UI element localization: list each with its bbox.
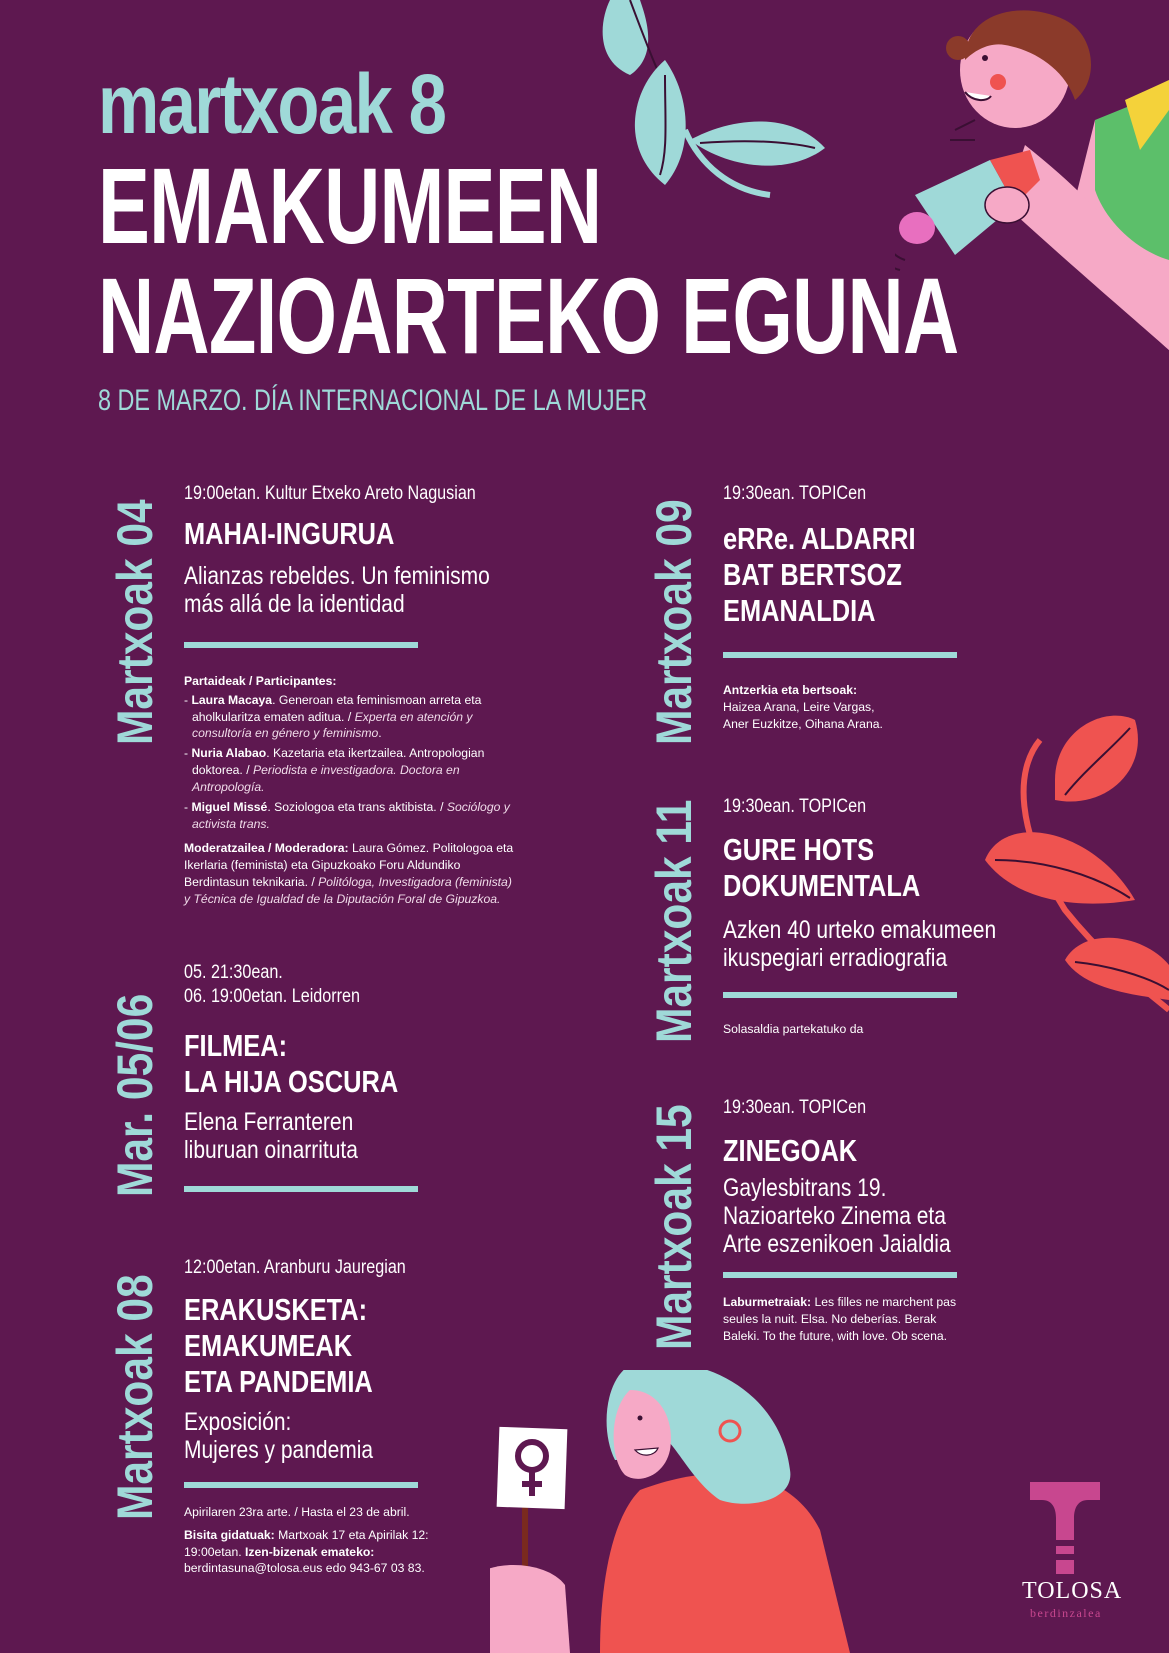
event-day-label: Mar. 05/06: [107, 993, 163, 1197]
event-subtitle-line2: Mujeres y pandemia: [184, 1436, 374, 1464]
event-subtitle-line2: más allá de la identidad: [184, 590, 405, 618]
participant-description: . Soziologoa eta trans aktibista. /: [267, 799, 447, 814]
event-day-label: Martxoak 09: [646, 499, 702, 745]
cast-block: [723, 682, 963, 732]
participants-label: Partaideak / Participantes:: [184, 674, 337, 688]
header-title-line1: EMAKUMEEN: [98, 145, 602, 266]
event-title-line2: BAT BERTSOZ: [723, 557, 902, 592]
participant-item: - Miguel Missé. Soziologoa eta trans aktibista. / Sociólogo y activista trans.: [184, 799, 510, 831]
divider: [184, 1186, 418, 1192]
right-leaf-illustration: [985, 710, 1169, 1040]
short-films-block: [723, 1294, 968, 1344]
divider: [723, 1272, 957, 1278]
divider: [184, 642, 418, 648]
event-subtitle-line3: Arte eszenikoen Jaialdia: [723, 1230, 951, 1258]
short-films-list: Les filles ne marchent pas seules la nuit. Elsa. No deberías. Berak Baleki. To the future, with love. Ob scena.: [723, 1295, 957, 1343]
registration-contact: berdintasuna@tolosa.eus edo 943-67 03 83.: [184, 1561, 425, 1576]
tolosa-logo-icon: [1030, 1482, 1100, 1574]
event-day-label: Martxoak 04: [107, 499, 163, 745]
cast-label: Antzerkia eta bertsoak:: [723, 683, 858, 697]
cast-line2: Aner Euzkitze, Oihana Arana.: [723, 716, 883, 731]
event-day-label: Martxoak 11: [646, 799, 702, 1043]
logo-tagline: berdinzalea: [1030, 1606, 1102, 1620]
event-day-label: Martxoak 08: [107, 1274, 163, 1520]
registration-label: Izen-bizenak emateko:: [245, 1544, 375, 1559]
event-time: 19:30ean. TOPICen: [723, 483, 867, 504]
event-time: 12:00etan. Aranburu Jauregian: [184, 1257, 406, 1278]
header-title-line2: NAZIOARTEKO EGUNA: [98, 255, 959, 376]
short-films-label: Laburmetraiak:: [723, 1295, 812, 1309]
moderator-description: Laura Gómez. Politologoa eta Ikerlaria (feminista) eta Gipuzkoako Foru Aldundiko Berdintasun teknikaria. /: [184, 841, 514, 890]
logo-name: TOLOSA: [1022, 1578, 1123, 1604]
event-title-line2: EMAKUMEAK: [184, 1328, 353, 1363]
event-title-line3: ETA PANDEMIA: [184, 1364, 373, 1399]
event-day-label: Martxoak 15: [646, 1104, 702, 1350]
cast-line1: Haizea Arana, Leire Vargas,: [723, 699, 875, 714]
event-subtitle-line1: Gaylesbitrans 19.: [723, 1174, 887, 1202]
moderator-label: Moderatzailea / Moderadora:: [184, 841, 349, 856]
event-title-line3: EMANALDIA: [723, 593, 876, 628]
event-subtitle-line2: liburuan oinarrituta: [184, 1136, 358, 1164]
event-title-line2: LA HIJA OSCURA: [184, 1064, 399, 1099]
participant-description: . Kazetaria eta ikertzailea. Antropologian doktorea. /: [192, 746, 485, 778]
event-title-line1: FILMEA:: [184, 1028, 288, 1063]
participants-block: [184, 673, 514, 908]
event-note: Solasaldia partekatuko da: [723, 1022, 864, 1036]
event-time: 19:30ean. TOPICen: [723, 796, 867, 817]
divider: [723, 652, 957, 658]
event-subtitle-line1: Alianzas rebeldes. Un feminismo: [184, 562, 490, 590]
event-subtitle-line1: Elena Ferranteren: [184, 1108, 354, 1136]
divider: [184, 1482, 418, 1488]
moderator-block: [184, 840, 514, 907]
event-title-line1: eRRe. ALDARRI: [723, 521, 916, 556]
header-subtitle: 8 DE MARZO. DÍA INTERNACIONAL DE LA MUJER: [98, 384, 648, 417]
woman-with-sign-illustration: [490, 1370, 920, 1653]
participant-description-es: Periodista e investigadora. Doctora en Antropología.: [192, 763, 460, 794]
event-title-line1: ERAKUSKETA:: [184, 1292, 368, 1327]
female-symbol-icon: [512, 1436, 552, 1500]
participant-item: - Laura Macaya. Generoan eta feminismoan arreta eta aholkularitza ematen aditua. / Experta en atención y consultoría en género y feminismo.: [184, 692, 482, 741]
event-time-line1: 05. 21:30ean.: [184, 962, 283, 983]
exhibition-notes: [184, 1504, 484, 1577]
header-date: martxoak 8: [98, 57, 446, 151]
participant-description-es: Sociólogo y activista trans.: [192, 799, 510, 831]
top-leaf-illustration: [590, 0, 870, 200]
event-subtitle-line1: Azken 40 urteko emakumeen: [723, 916, 997, 944]
event-title-line1: GURE HOTS: [723, 832, 875, 867]
participant-name: Miguel Missé: [191, 799, 268, 814]
participant-item: - Nuria Alabao. Kazetaria eta ikertzailea. Antropologian doktorea. / Periodista e investigadora. Doctora en Antropología.: [184, 746, 485, 794]
event-time: 19:00etan. Kultur Etxeko Areto Nagusian: [184, 483, 476, 504]
event-title: MAHAI-INGURUA: [184, 516, 395, 551]
guided-visits-label: Bisita gidatuak:: [184, 1527, 275, 1542]
moderator-description-es: Politóloga, Investigadora (feminista) y Técnica de Igualdad de la Diputación Foral de Gipuzkoa.: [184, 875, 512, 906]
event-time-line2: 06. 19:00etan. Leidorren: [184, 986, 361, 1007]
event-title-line2: DOKUMENTALA: [723, 868, 921, 903]
event-title: ZINEGOAK: [723, 1133, 858, 1168]
event-subtitle-line2: Nazioarteko Zinema eta: [723, 1202, 946, 1230]
exhibition-dates: Apirilaren 23ra arte. / Hasta el 23 de abril.: [184, 1505, 410, 1519]
event-subtitle-line1: Exposición:: [184, 1408, 292, 1436]
participant-description: . Generoan eta feminismoan arreta eta aholkularitza ematen aditua. /: [192, 692, 482, 724]
divider: [723, 992, 957, 998]
participant-name: Nuria Alabao: [191, 746, 267, 761]
guided-visits-text: Martxoak 17 eta Apirilak 12: 19:00etan.: [184, 1527, 429, 1559]
participant-name: Laura Macaya: [191, 692, 273, 707]
participant-description-es: Experta en atención y consultoría en género y feminismo: [192, 709, 473, 741]
event-subtitle-line2: ikuspegiari erradiografia: [723, 944, 948, 972]
event-time: 19:30ean. TOPICen: [723, 1097, 867, 1118]
